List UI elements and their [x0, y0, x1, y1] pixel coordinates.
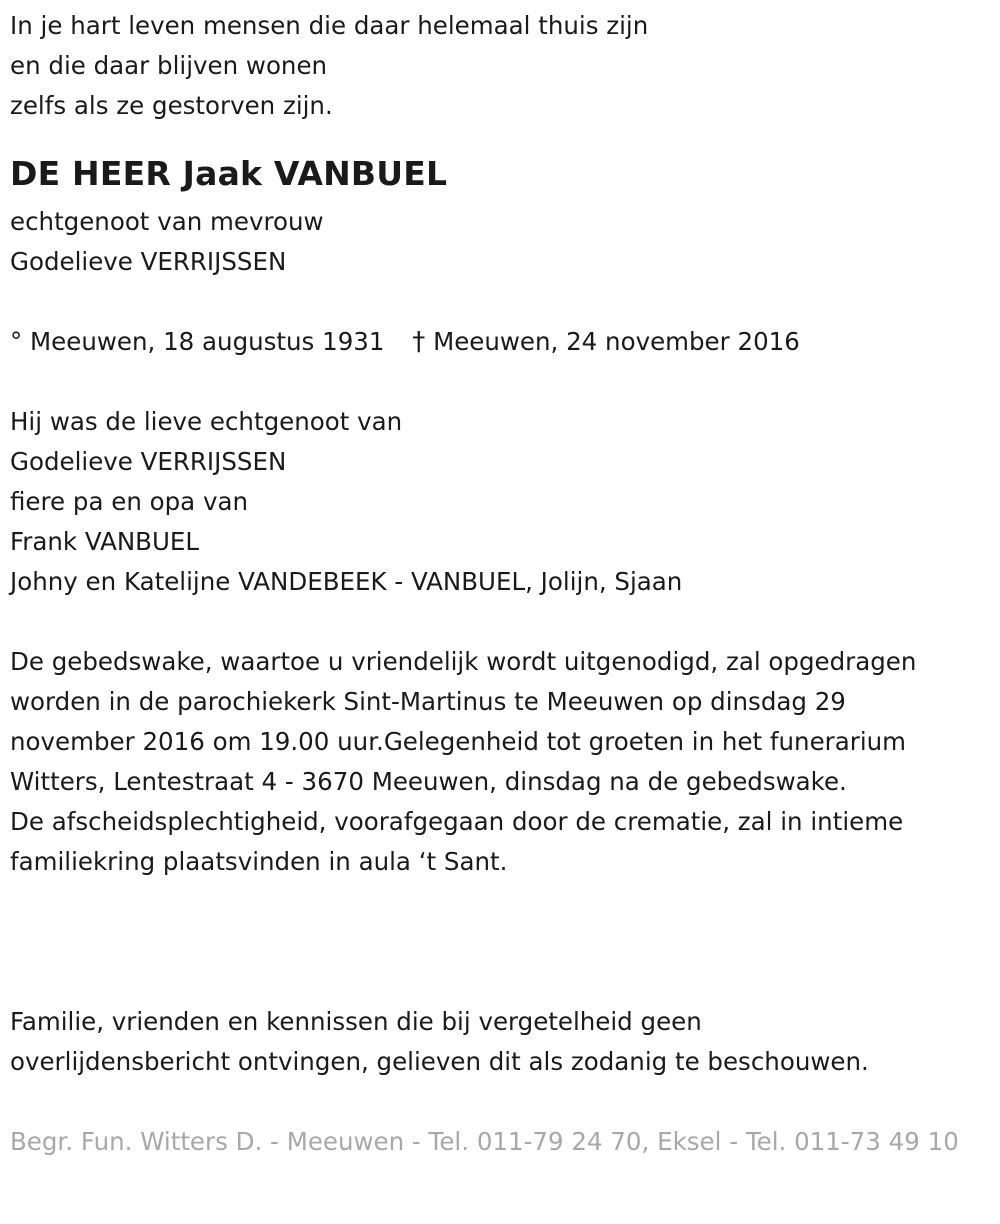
spacer	[10, 882, 1000, 1002]
notice-line: overlijdensbericht ontvingen, gelieven dit als zodanig te beschouwen.	[10, 1047, 869, 1076]
birth-date: Meeuwen, 18 augustus 1931	[30, 327, 385, 356]
spouse-name: Godelieve VERRIJSSEN	[10, 247, 287, 276]
spacer	[10, 1082, 1000, 1122]
family-line: fiere pa en opa van	[10, 487, 249, 516]
family-line: Frank VANBUEL	[10, 527, 200, 556]
life-dates	[10, 322, 1000, 362]
ceremony-line: worden in de parochiekerk Sint-Martinus te Meeuwen op dinsdag 29	[10, 687, 846, 716]
family-list	[10, 402, 1000, 602]
ceremony-line: De afscheidsplechtigheid, voorafgegaan door de crematie, zal in intieme	[10, 807, 904, 836]
cross-icon: †	[412, 327, 426, 357]
ceremony-line: De gebedswake, waartoe u vriendelijk wordt uitgenodigd, zal opgedragen	[10, 647, 917, 676]
poem-line: In je hart leven mensen die daar helemaal thuis zijn	[10, 11, 649, 40]
family-line: Johny en Katelijne VANDEBEEK - VANBUEL, Jolijn, Sjaan	[10, 567, 683, 596]
spouse-intro: echtgenoot van mevrouw	[10, 207, 324, 236]
notice	[10, 1002, 1000, 1082]
ceremony-line: november 2016 om 19.00 uur.Gelegenheid tot groeten in het funerarium	[10, 727, 907, 756]
spacer	[10, 362, 1000, 402]
ceremony-info	[10, 642, 1000, 882]
ceremony-line: Witters, Lentestraat 4 - 3670 Meeuwen, dinsdag na de gebedswake.	[10, 767, 847, 796]
notice-line: Familie, vrienden en kennissen die bij vergetelheid geen	[10, 1007, 702, 1036]
deceased-name: DE HEER Jaak VANBUEL	[10, 154, 448, 193]
ceremony-line: familiekring plaatsvinden in aula ‘t Sant.	[10, 847, 508, 876]
poem	[10, 6, 1000, 126]
family-line: Hij was de lieve echtgenoot van	[10, 407, 403, 436]
birth-symbol: °	[10, 327, 23, 356]
poem-line: zelfs als ze gestorven zijn.	[10, 91, 333, 120]
funeral-home-footer: Begr. Fun. Witters D. - Meeuwen - Tel. 011-79 24 70, Eksel - Tel. 011-73 49 10	[10, 1127, 959, 1156]
family-line: Godelieve VERRIJSSEN	[10, 447, 287, 476]
poem-line: en die daar blijven wonen	[10, 51, 328, 80]
spacer	[10, 282, 1000, 322]
spacer	[10, 602, 1000, 642]
death-date: Meeuwen, 24 november 2016	[433, 327, 800, 356]
